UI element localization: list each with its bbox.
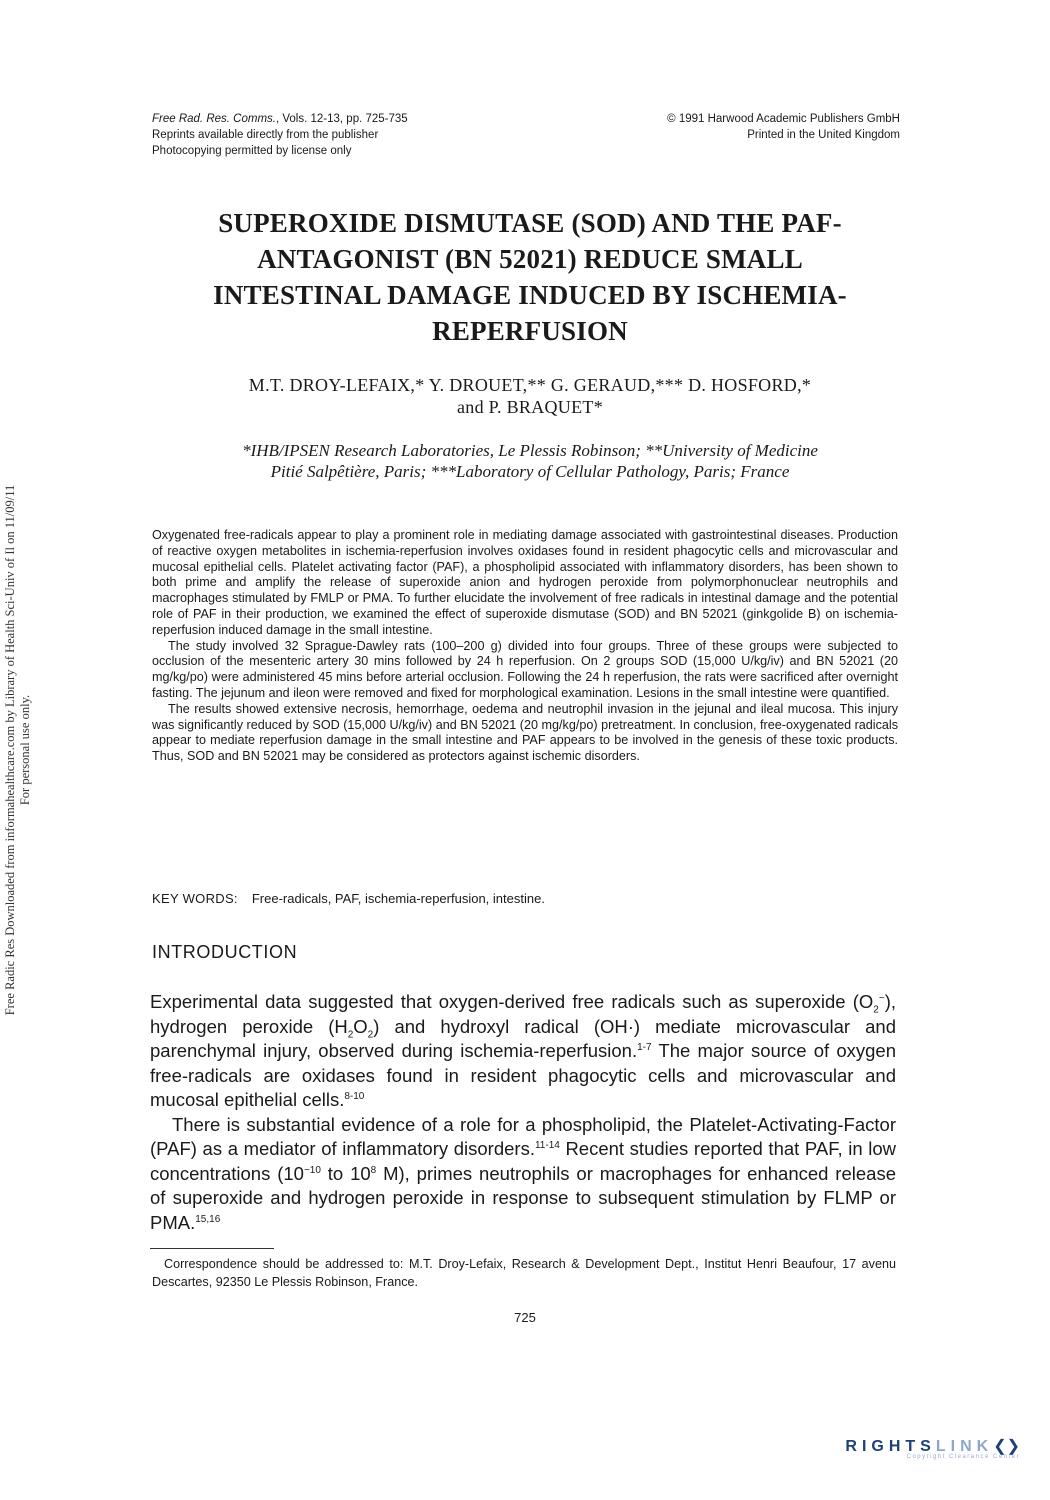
abstract-paragraph: The study involved 32 Sprague-Dawley rats (100–200 g) divided into four groups. Three of these groups were subjected to occlusion of the mesenteric artery 30 mins followed by 24 h reperfusion. On 2 groups SOD (15,000 U/kg/iv) and BN 52021 (20 mg/kg/po) were administered 45 mins before arterial occlusion. Following the 24 h reperfusion, the rats were sacrificed after overnight fasting. The jejunum and ileon were removed and fixed for morphological examination. Lesions in the small intestine were quantified. [152, 638, 898, 700]
correspondence-footnote: Correspondence should be addressed to: M.T. Droy-Lefaix, Research & Development Dept., Institut Henri Beaufour, 17 avenu Descartes, 92350 Le Plessis Robinson, France. [152, 1257, 896, 1289]
article-title [150, 205, 910, 349]
printed-line: Printed in the United Kingdom [747, 129, 900, 141]
rightslink-tagline: Copyright Clearance Center [906, 1454, 1020, 1460]
abstract [152, 528, 898, 765]
keywords-label: KEY WORDS: [152, 891, 238, 906]
authors-line: M.T. DROY-LEFAIX,* Y. DROUET,** G. GERAUD,*** D. HOSFORD,* [248, 375, 812, 395]
text-run: ) and hydroxyl radical (OH·) mediate microvascular and parenchymal injury, observed during ischemia-reperfusion. [150, 1015, 896, 1061]
title-line: SUPEROXIDE DISMUTASE (SOD) AND THE PAF- [218, 208, 842, 238]
journal-citation [152, 111, 408, 127]
abstract-paragraph: The results showed extensive necrosis, hemorrhage, oedema and neutrophil invasion in the jejunal and ileal mucosa. This injury was significantly reduced by SOD (15,000 U/kg/iv) and BN 52021 (20 mg/kg/po) pretreatment. In conclusion, free-oxygenated radicals appear to mediate reperfusion damage in the small intestine and PAF appears to be involved in the genesis of these toxic products. Thus, SOD and BN 52021 may be considered as protectors against ischemic disorders. [152, 701, 898, 764]
keywords [152, 891, 545, 906]
title-line: ANTAGONIST (BN 52021) REDUCE SMALL [257, 244, 803, 274]
section-heading: INTRODUCTION [152, 942, 298, 962]
title-line: INTESTINAL DAMAGE INDUCED BY ISCHEMIA- [213, 280, 847, 310]
body-paragraph [150, 990, 896, 1113]
watermark-line: For personal use only. [18, 694, 32, 806]
text-run: O [353, 1015, 368, 1037]
introduction-body [150, 990, 896, 1235]
superscript: − [878, 992, 885, 1004]
subscript: 2 [873, 1004, 879, 1016]
abstract-paragraph: Oxygenated free-radicals appear to play a prominent role in mediating damage associated with gastrointestinal diseases. Production of reactive oxygen metabolites in ischemia-reperfusion involves oxidases found in resident phagocytic cells and microvascular and mucosal epithelial cells. Platelet activating factor (PAF), a phospholipid associated with inflammatory disorders, has been shown to both prime and amplify the release of superoxide anion and hydrogen peroxide from polymorphonuclear neutrophils and macrophages stimulated by FMLP or PMA. To further elucidate the involvement of free radicals in intestinal damage and the potential role of PAF in their production, we examined the effect of superoxide dismutase (SOD) and BN 52021 (ginkgolide B) on ischemia-reperfusion induced damage in the small intestine. [152, 528, 898, 637]
text-run: ), hydrogen peroxide (H [150, 991, 896, 1037]
title-line: REPERFUSION [432, 316, 628, 346]
text-run: to 10 [320, 1162, 371, 1184]
superscript: 8 [370, 1164, 377, 1176]
citation-ref: 8-10 [344, 1090, 365, 1102]
citation-ref: 11-14 [534, 1139, 560, 1151]
keywords-text: Free-radicals, PAF, ischemia-reperfusion, intestine. [251, 891, 545, 906]
rightslink-light-text: LINK [935, 1438, 994, 1455]
text-run: Recent studies reported that PAF, in low concentrations (10 [150, 1138, 896, 1184]
journal-volumes: , Vols. 12-13, pp. 725-735 [275, 113, 408, 125]
body-paragraph [150, 1113, 896, 1236]
citation-ref: 15,16 [195, 1213, 221, 1225]
author-list [150, 374, 910, 418]
subscript: 2 [367, 1029, 374, 1041]
affiliations [150, 440, 910, 482]
rightslink-arrow-icon: ❮❯ [993, 1438, 1020, 1455]
journal-header [152, 111, 408, 159]
text-run: There is substantial evidence of a role for a phospholipid, the Platelet-Activating-Factor (PAF) as a mediator of inflammatory disorders. [150, 1113, 896, 1159]
footnote-rule [150, 1248, 274, 1249]
text-run: The major source of oxygen free-radicals are oxidases found in resident phagocytic cells and microvascular and mucosal epithelial cells. [150, 1040, 896, 1110]
copyright-line: © 1991 Harwood Academic Publishers GmbH [667, 113, 900, 125]
affiliation-line: Pitié Salpêtière, Paris; ***Laboratory of Cellular Pathology, Paris; France [270, 462, 790, 481]
page-number: 725 [514, 1310, 536, 1325]
rightslink-dark-text: RIGHTS [845, 1438, 936, 1455]
text-run: M), primes neutrophils or macrophages for enhanced release of superoxide and hydrogen peroxide in response to subsequent stimulation by FLMP or PMA. [150, 1162, 896, 1233]
journal-name: Free Rad. Res. Comms. [152, 113, 276, 125]
watermark-line: Free Radic Res Downloaded from informahealthcare.com by Library of Health Sci-Univ of Il on 11/09/11 [3, 484, 17, 1016]
superscript: −10 [303, 1164, 321, 1176]
publisher-header [667, 111, 900, 143]
subscript: 2 [347, 1029, 354, 1041]
rightslink-logo[interactable] [845, 1436, 1020, 1460]
text-run: Experimental data suggested that oxygen-derived free radicals such as superoxide (O [150, 991, 874, 1012]
rightslink-wordmark [845, 1438, 993, 1455]
reprints-note: Reprints available directly from the publisher [152, 129, 379, 141]
affiliation-line: *IHB/IPSEN Research Laboratories, Le Plessis Robinson; **University of Medicine [242, 441, 818, 460]
photocopying-note: Photocopying permitted by license only [152, 145, 352, 157]
authors-line: and P. BRAQUET* [456, 397, 603, 417]
citation-ref: 1-7 [637, 1041, 652, 1053]
